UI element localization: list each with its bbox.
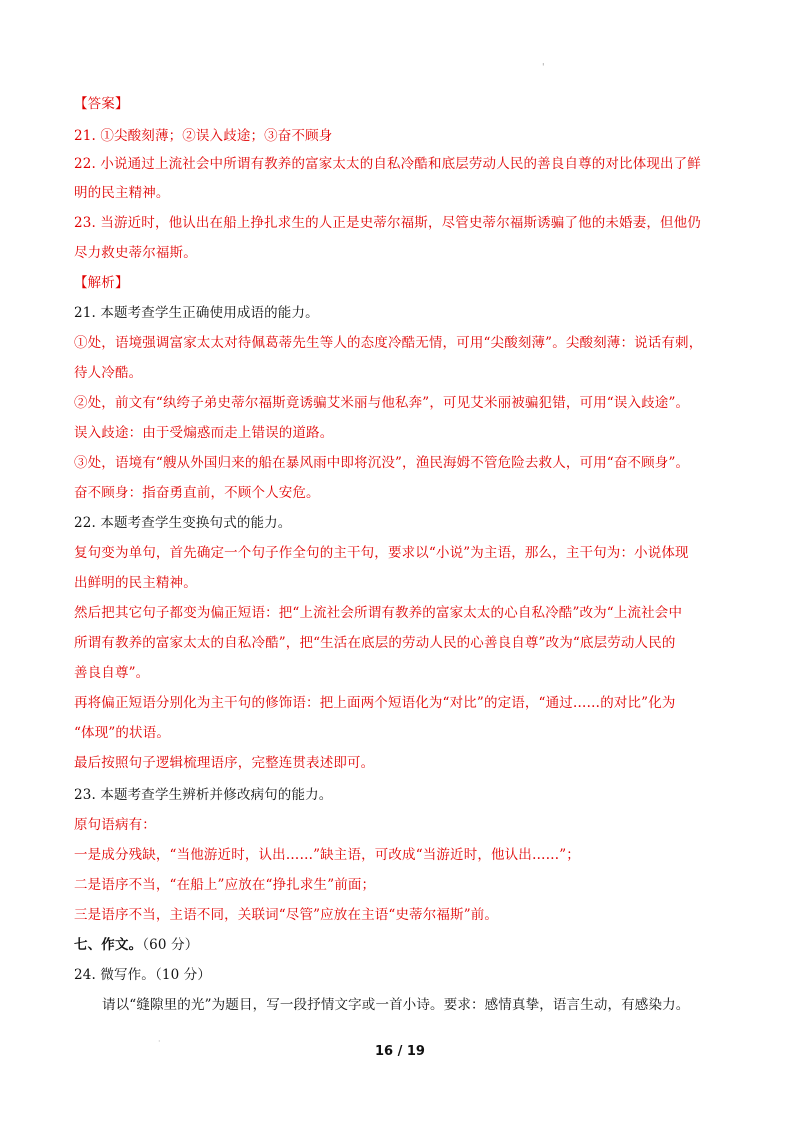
answer-line: 21. ①尖酸刻薄；②误入歧途；③奋不顾身 — [74, 128, 333, 144]
answer-line: 明的民主精神。 — [74, 185, 170, 201]
analysis-line: 误入歧途：由于受煽惑而走上错误的道路。 — [74, 425, 334, 441]
answer-line: 尽力救史蒂尔福斯。 — [74, 245, 197, 261]
question-24: 24. 微写作。（10 分） — [74, 967, 212, 983]
analysis-line: 原句语病有： — [74, 817, 156, 833]
section-heading — [74, 935, 734, 955]
answer-heading: 【答案】 — [74, 96, 129, 112]
analysis-heading: 【解析】 — [74, 275, 129, 291]
analysis-line: 然后把其它句子都变为偏正短语：把“上流社会所谓有教养的富家太太的心自私冷酷”改为“上流社会中 — [74, 605, 683, 621]
analysis-line: 出鲜明的民主精神。 — [74, 575, 197, 591]
analysis-line: 再将偏正短语分别化为主干句的修饰语：把上面两个短语化为“对比”的定语，“通过……的对比”化为 — [74, 695, 676, 711]
answer-line: 23. 当游近时，他认出在船上挣扎求生的人正是史蒂尔福斯，尽管史蒂尔福斯诱骗了他的未婚妻，但他仍 — [74, 215, 701, 231]
analysis-line: 22. 本题考查学生变换句式的能力。 — [74, 515, 292, 531]
analysis-line: 待人冷酷。 — [74, 365, 143, 381]
footer-dot: · — [158, 1037, 161, 1046]
analysis-line: 所谓有教养的富家太太的自私冷酷”，把“生活在底层的劳动人民的心善良自尊”改为“底层劳动人民的 — [74, 635, 676, 651]
analysis-line: “体现”的状语。 — [74, 725, 171, 741]
analysis-line: 一是成分残缺，“当他游近时，认出……”缺主语，可改成“当游近时，他认出……”； — [74, 847, 580, 863]
analysis-line: 二是语序不当，“在船上”应放在“挣扎求生”前面； — [74, 877, 376, 893]
section-score: （60 分） — [142, 937, 199, 953]
page-number: 16 / 19 — [375, 1044, 425, 1059]
analysis-line: ②处，前文有“纨绔子弟史蒂尔福斯竟诱骗艾米丽与他私奔”，可见艾米丽被骗犯错，可用“误入歧途”。 — [74, 395, 690, 411]
analysis-line: 善良自尊”。 — [74, 665, 150, 681]
analysis-line: 23. 本题考查学生辨析并修改病句的能力。 — [74, 787, 333, 803]
analysis-line: 最后按照句子逻辑梳理语序，完整连贯表述即可。 — [74, 755, 375, 771]
analysis-line: ①处，语境强调富家太太对待佩葛蒂先生等人的态度冷酷无情，可用“尖酸刻薄”。尖酸刻薄：说话有刺， — [74, 335, 703, 351]
answer-line: 22. 小说通过上流社会中所谓有教养的富家太太的自私冷酷和底层劳动人民的善良自尊的对比体现出了鲜 — [74, 156, 701, 172]
analysis-line: ③处，语境有“艘从外国归来的船在暴风雨中即将沉没”，渔民海姆不管危险去救人，可用“奋不顾身”。 — [74, 455, 690, 471]
analysis-line: 复句变为单句，首先确定一个句子作全句的主干句，要求以“小说”为主语，那么，主干句为：小说体现 — [74, 545, 689, 561]
question-24-prompt: 请以“缝隙里的光”为题目，写一段抒情文字或一首小诗。要求：感情真挚，语言生动，有感染力。 — [102, 997, 690, 1013]
analysis-line: 21. 本题考查学生正确使用成语的能力。 — [74, 305, 319, 321]
analysis-line: 三是语序不当，主语不同，关联词“尽管”应放在主语“史蒂尔福斯”前。 — [74, 907, 499, 923]
analysis-line: 奋不顾身：指奋勇直前，不顾个人安危。 — [74, 485, 320, 501]
header-mark: ' — [542, 63, 545, 73]
section-title: 七、作文。 — [74, 937, 143, 953]
